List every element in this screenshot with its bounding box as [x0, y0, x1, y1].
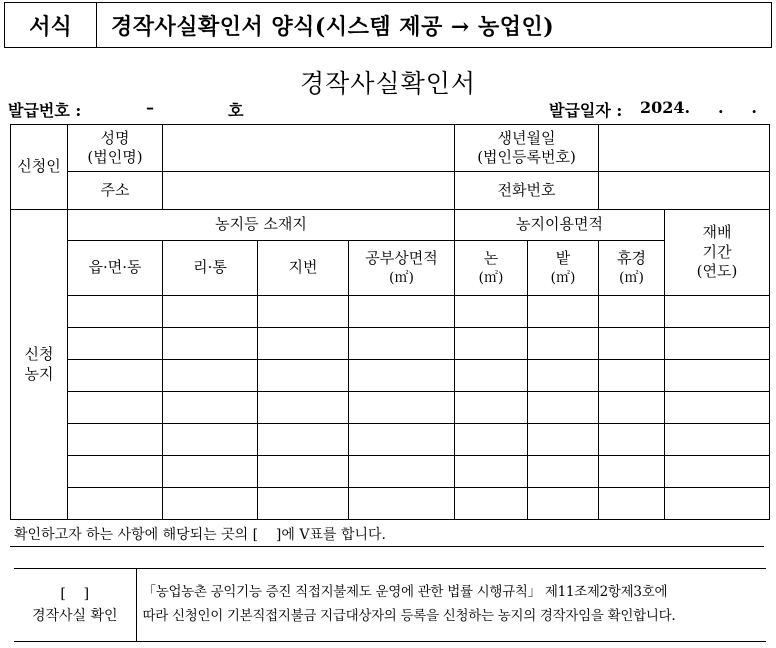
cell-jibeon[interactable]: [258, 424, 349, 456]
cell-fallow[interactable]: [599, 456, 665, 488]
form-header-title: 경작사실확인서 양식(시스템 제공 → 농업인): [111, 13, 555, 40]
issue-number-dash: –: [146, 98, 154, 117]
cell-jibeon[interactable]: [258, 328, 349, 360]
confirmation-label-cell: [14, 569, 136, 642]
issue-info-row: [8, 98, 772, 120]
name-label: [68, 125, 163, 172]
cell-paddy[interactable]: [455, 392, 528, 424]
cell-fallow[interactable]: [599, 328, 665, 360]
col-jibeon: 지번: [258, 241, 349, 296]
farmland-row: [11, 392, 770, 424]
issue-number-suffix: 호: [228, 101, 244, 120]
cell-paddy[interactable]: [455, 424, 528, 456]
cell-area[interactable]: [349, 424, 455, 456]
cell-area[interactable]: [349, 456, 455, 488]
cell-jibeon[interactable]: [258, 488, 349, 520]
cell-ri[interactable]: [163, 360, 258, 392]
birth-label: [455, 125, 599, 172]
confirmation-label: 경작사실 확인: [31, 608, 118, 624]
col-registered-area: [349, 241, 455, 296]
cell-jibeon[interactable]: [258, 456, 349, 488]
cell-jibeon[interactable]: [258, 360, 349, 392]
cell-area[interactable]: [349, 392, 455, 424]
note-divider: [10, 546, 764, 547]
cell-fallow[interactable]: [599, 488, 665, 520]
period-label-line1: 재배: [702, 223, 732, 242]
cell-field[interactable]: [528, 392, 599, 424]
cell-fallow[interactable]: [599, 296, 665, 328]
cell-jibeon[interactable]: [258, 296, 349, 328]
cell-paddy[interactable]: [455, 488, 528, 520]
form-header: [4, 2, 772, 48]
cell-paddy[interactable]: [455, 296, 528, 328]
col-field: [528, 241, 599, 296]
cell-eup[interactable]: [68, 424, 163, 456]
confirmation-table: [14, 568, 766, 642]
field-unit: (㎡): [550, 269, 576, 286]
name-field[interactable]: [163, 125, 455, 172]
usage-area-header: 농지이용면적: [455, 210, 665, 241]
cell-ri[interactable]: [163, 328, 258, 360]
field-label: 밭: [555, 249, 571, 268]
cell-fallow[interactable]: [599, 424, 665, 456]
farmland-row: [11, 488, 770, 520]
col-eup-myeon-dong: 읍·면·동: [68, 241, 163, 296]
issue-date-value: 2024. . .: [640, 98, 757, 117]
document-title: 경작사실확인서: [299, 69, 477, 98]
farmland-row: [11, 424, 770, 456]
address-label: 주소: [68, 172, 163, 210]
fallow-unit: (㎡): [619, 269, 644, 286]
cell-field[interactable]: [528, 424, 599, 456]
form-tag: 서식: [5, 3, 97, 47]
cell-eup[interactable]: [68, 456, 163, 488]
cell-period[interactable]: [665, 456, 770, 488]
birth-label-line1: 생년월일: [497, 128, 556, 147]
cell-period[interactable]: [665, 328, 770, 360]
phone-field[interactable]: [599, 172, 770, 210]
confirmation-text-line2: 따라 신청인이 기본직접지불금 지급대상자의 등록을 신청하는 농지의 경작자임을 확인합니다.: [142, 608, 676, 624]
cell-area[interactable]: [349, 360, 455, 392]
cell-ri[interactable]: [163, 456, 258, 488]
col-paddy: [455, 241, 528, 296]
cell-area[interactable]: [349, 296, 455, 328]
cell-eup[interactable]: [68, 392, 163, 424]
issue-date-label: 발급일자 :: [549, 101, 623, 120]
farmland-section-label-line1: 신청: [24, 345, 54, 363]
cell-field[interactable]: [528, 360, 599, 392]
cell-paddy[interactable]: [455, 456, 528, 488]
cell-jibeon[interactable]: [258, 392, 349, 424]
issue-number-label: 발급번호 :: [8, 101, 82, 120]
name-label-line2: (법인명): [87, 148, 143, 166]
cell-period[interactable]: [665, 488, 770, 520]
cell-period[interactable]: [665, 296, 770, 328]
farmland-row: [11, 456, 770, 488]
cell-period[interactable]: [665, 424, 770, 456]
farmland-row: [11, 328, 770, 360]
cell-ri[interactable]: [163, 488, 258, 520]
cell-field[interactable]: [528, 456, 599, 488]
fallow-label: 휴경: [617, 249, 646, 268]
cell-period[interactable]: [665, 360, 770, 392]
cell-area[interactable]: [349, 488, 455, 520]
application-table: [10, 124, 770, 520]
cell-paddy[interactable]: [455, 360, 528, 392]
cell-ri[interactable]: [163, 392, 258, 424]
instruction-note: 확인하고자 하는 사항에 해당되는 곳의 [ ]에 V표를 합니다.: [14, 527, 386, 543]
farmland-section-label: [11, 210, 68, 520]
cell-eup[interactable]: [68, 296, 163, 328]
period-label-line2: 기간: [702, 242, 732, 261]
birth-label-line2: (법인등록번호): [477, 148, 576, 166]
address-field[interactable]: [163, 172, 455, 210]
registered-area-label: 공부상면적: [365, 249, 438, 268]
cell-fallow[interactable]: [599, 392, 665, 424]
name-label-line1: 성명: [100, 128, 130, 147]
location-header: 농지등 소재지: [68, 210, 455, 241]
cell-field[interactable]: [528, 296, 599, 328]
birth-field[interactable]: [599, 125, 770, 172]
confirmation-checkbox[interactable]: [ ]: [60, 585, 90, 602]
cell-eup[interactable]: [68, 488, 163, 520]
paddy-label: 논: [483, 249, 499, 268]
col-ri-tong: 리·통: [163, 241, 258, 296]
phone-label: 전화번호: [455, 172, 599, 210]
cell-eup[interactable]: [68, 360, 163, 392]
cultivation-period-header: [665, 210, 770, 296]
farmland-section-label-line2: 농지: [24, 364, 54, 383]
farmland-row: [11, 360, 770, 392]
registered-area-unit: (㎡): [389, 269, 414, 286]
cell-paddy[interactable]: [455, 328, 528, 360]
cell-eup[interactable]: [68, 328, 163, 360]
cell-field[interactable]: [528, 328, 599, 360]
cell-period[interactable]: [665, 392, 770, 424]
col-fallow: [599, 241, 665, 296]
cell-ri[interactable]: [163, 424, 258, 456]
cell-fallow[interactable]: [599, 360, 665, 392]
farmland-row: [11, 296, 770, 328]
confirmation-text-cell: [136, 569, 766, 642]
applicant-section-label: 신청인: [11, 125, 68, 210]
cell-ri[interactable]: [163, 296, 258, 328]
cell-area[interactable]: [349, 328, 455, 360]
confirmation-text-line1: 「농업농촌 공익기능 증진 직접지불제도 운영에 관한 법률 시행규칙」 제11조제2항제3호에: [142, 584, 668, 601]
paddy-unit: (㎡): [478, 269, 504, 286]
cell-field[interactable]: [528, 488, 599, 520]
period-label-line3: (연도): [696, 262, 738, 281]
